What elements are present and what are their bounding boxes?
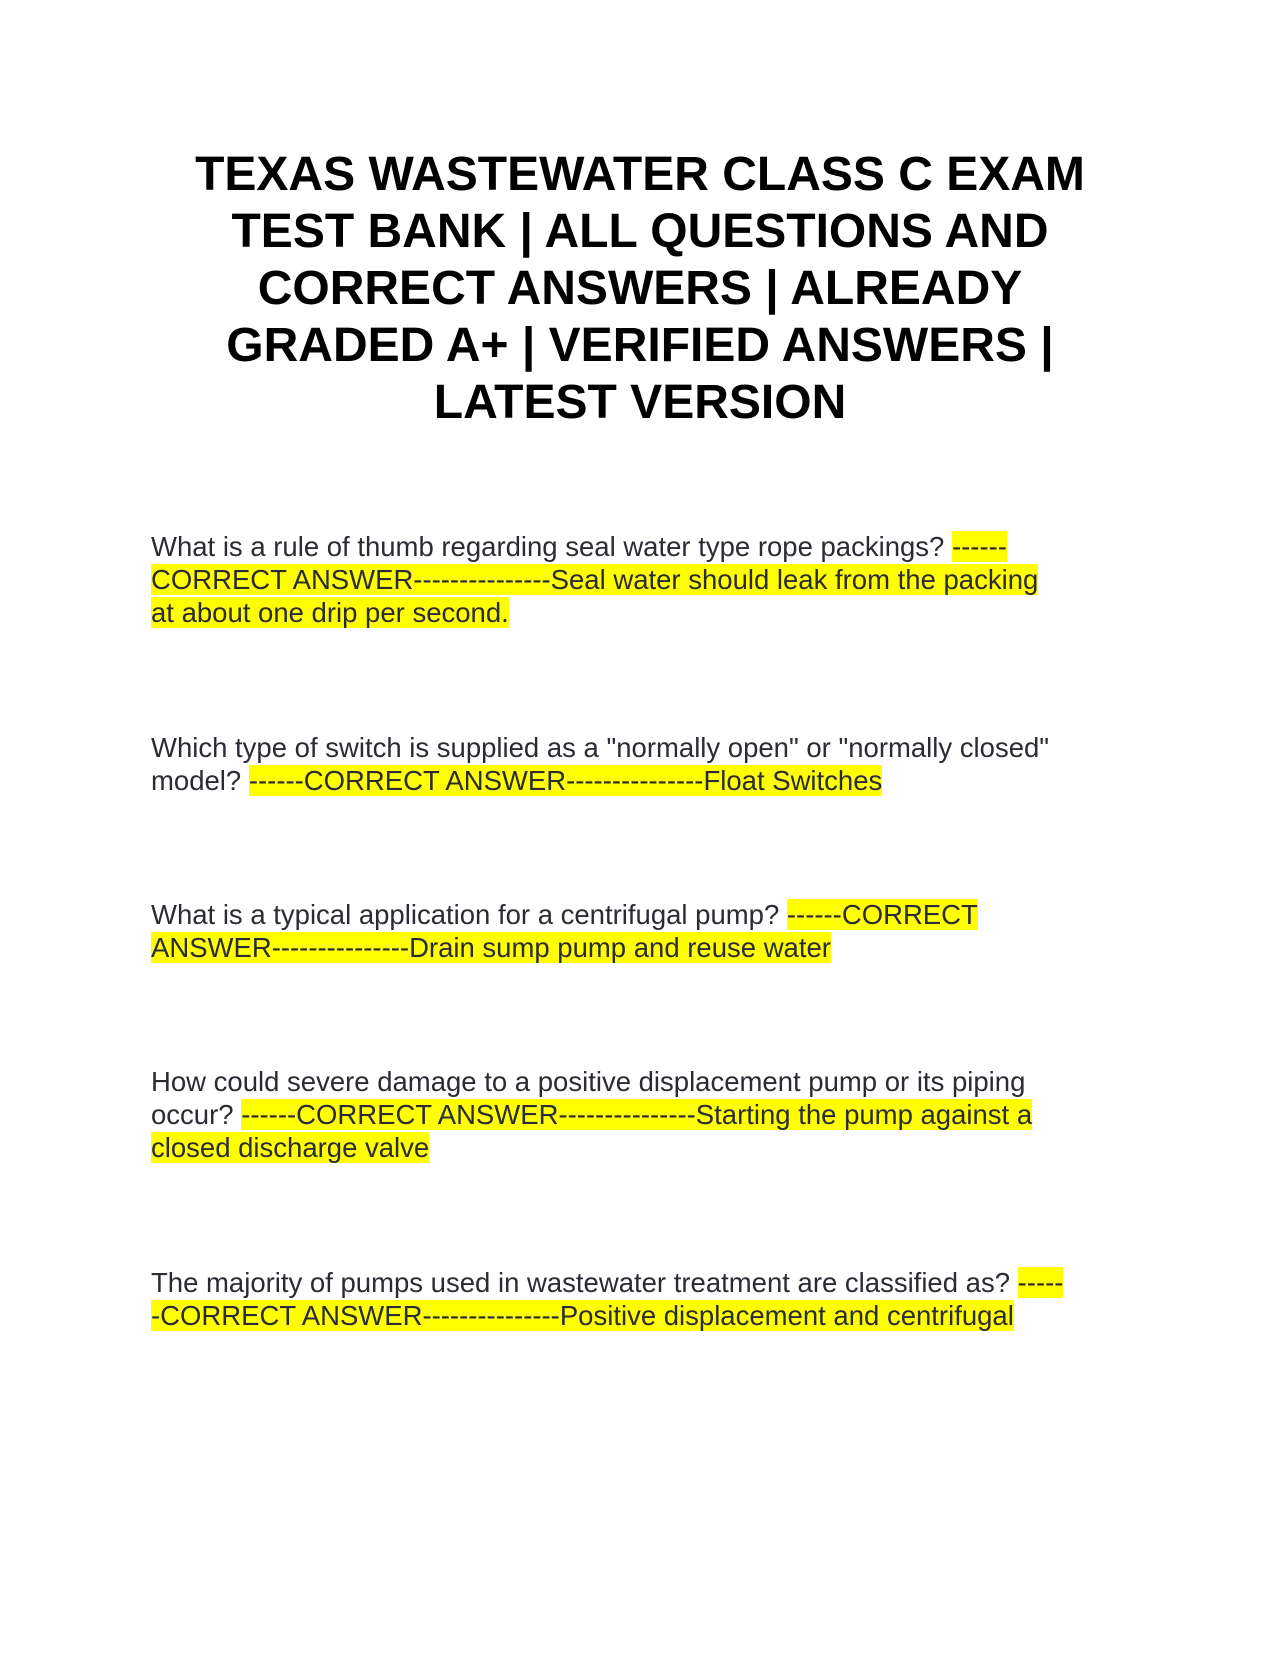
answer-highlight: closed discharge valve <box>151 1132 430 1163</box>
qa-line <box>151 764 1141 797</box>
question-text: What is a rule of thumb regarding seal water type rope packings? <box>151 531 952 562</box>
answer-highlight: at about one drip per second. <box>151 597 509 628</box>
qa-line <box>151 898 1141 931</box>
qa-line <box>151 1266 1141 1299</box>
answer-highlight: ----- <box>1017 1267 1064 1298</box>
qa-line <box>151 563 1141 596</box>
question-text: What is a typical application for a centrifugal pump? <box>151 899 787 930</box>
answer-highlight: ------CORRECT ANSWER---------------Float Switches <box>248 765 883 796</box>
title-line: GRADED A+ | VERIFIED ANSWERS | <box>226 319 1054 372</box>
qa-item-2 <box>151 731 1141 797</box>
qa-line <box>151 1065 1141 1098</box>
qa-line <box>151 1098 1141 1131</box>
qa-line <box>151 1299 1141 1332</box>
answer-highlight: ANSWER---------------Drain sump pump and reuse water <box>151 932 831 963</box>
qa-line <box>151 596 1141 629</box>
answer-highlight: ------CORRECT <box>786 899 978 930</box>
qa-item-5 <box>151 1266 1141 1332</box>
answer-highlight: -CORRECT ANSWER---------------Positive displacement and centrifugal <box>151 1300 1014 1331</box>
qa-item-1 <box>151 530 1141 629</box>
qa-line <box>151 530 1141 563</box>
title-line: CORRECT ANSWERS | ALREADY <box>257 262 1023 315</box>
question-text: Which type of switch is supplied as a "normally open" or "normally closed" <box>151 732 1050 763</box>
title-line: TEST BANK | ALL QUESTIONS AND <box>231 205 1049 258</box>
question-text: model? <box>151 765 249 796</box>
answer-highlight: ------CORRECT ANSWER---------------Starting the pump against a <box>241 1099 1033 1130</box>
qa-item-4 <box>151 1065 1141 1164</box>
qa-item-3 <box>151 898 1141 964</box>
answer-highlight: ------ <box>951 531 1007 562</box>
question-text: The majority of pumps used in wastewater treatment are classified as? <box>151 1267 1018 1298</box>
question-text: How could severe damage to a positive displacement pump or its piping <box>151 1066 1026 1097</box>
qa-line <box>151 731 1141 764</box>
qa-line <box>151 1131 1141 1164</box>
qa-line <box>151 931 1141 964</box>
title-line: LATEST VERSION <box>433 376 847 429</box>
title-line: TEXAS WASTEWATER CLASS C EXAM <box>195 148 1085 201</box>
question-text: occur? <box>151 1099 242 1130</box>
answer-highlight: CORRECT ANSWER---------------Seal water should leak from the packing <box>151 564 1039 595</box>
document-title <box>150 146 1130 431</box>
